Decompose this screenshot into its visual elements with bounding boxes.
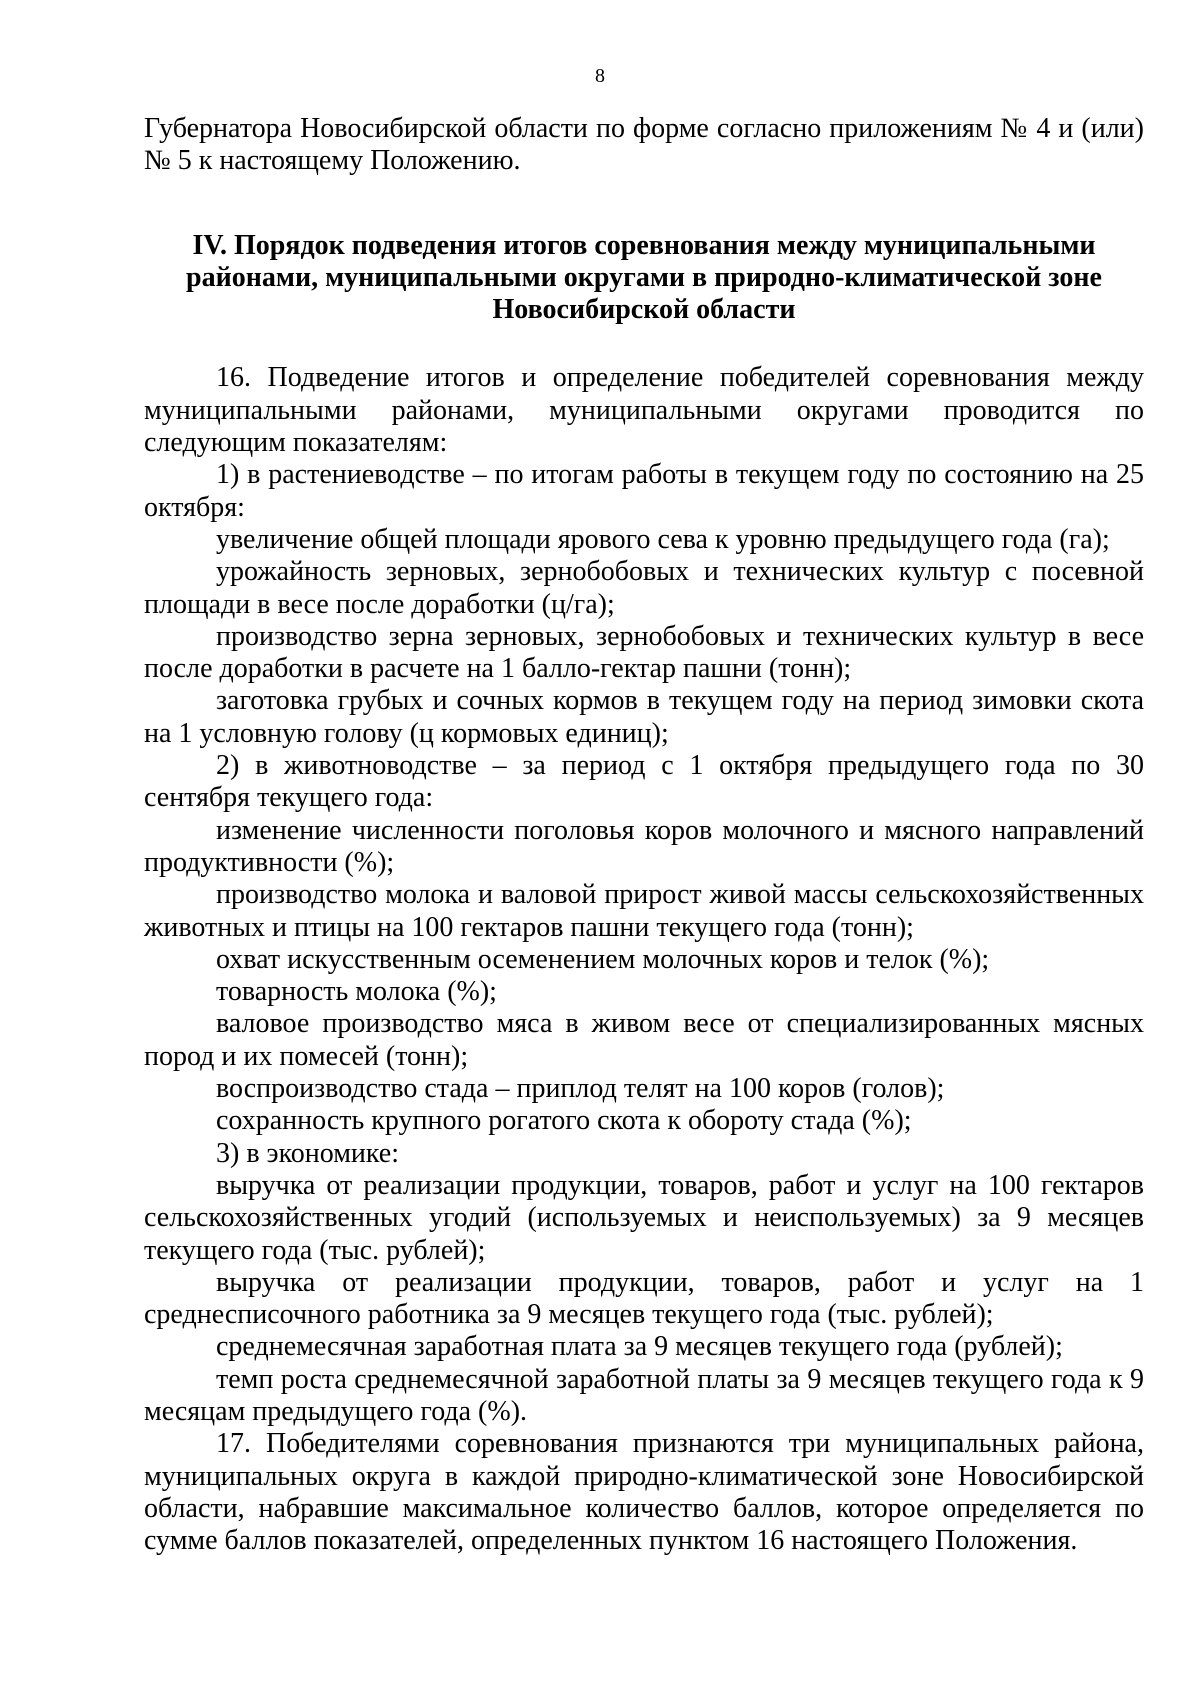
- indicator-salary-growth-rate: темп роста среднемесячной заработной платы за 9 месяцев текущего года к 9 месяцам предыдущего года (%).: [144, 1363, 1144, 1427]
- paragraph-economy: 3) в экономике:: [216, 1137, 400, 1169]
- indicator-milk-and-weight-gain: производство молока и валовой прирост живой массы сельскохозяйственных животных и птицы на 100 гектаров пашни текущего года (тонн);: [144, 879, 1144, 943]
- indicator-crop-yield: урожайность зерновых, зернобобовых и технических культур с посевной площади в весе после доработки (ц/га);: [144, 556, 1144, 620]
- paragraph-crop-production: 1) в растениеводстве – по итогам работы в текущем году по состоянию на 25 октября:: [144, 459, 1144, 523]
- paragraph-item-17: 17. Победителями соревнования признаются три муниципальных района, муниципальных округа в каждой природно-климатической зоне Новосибирской области, набравшие максимальное количество баллов, которое определяется по сумме баллов показателей, определенных пунктом 16 настоящего Положения.: [144, 1428, 1144, 1557]
- indicator-cow-herd-change: изменение численности поголовья коров молочного и мясного направлений продуктивности (%);: [144, 814, 1144, 878]
- paragraph-item-16: 16. Подведение итогов и определение победителей соревнования между муниципальными районами, муниципальными округами проводится по следующим показателям:: [144, 362, 1144, 459]
- indicator-revenue-per-hectare: выручка от реализации продукции, товаров, работ и услуг на 100 гектаров сельскохозяйственных угодий (используемых и неиспользуемых) за 9 месяцев текущего года (тыс. рублей);: [144, 1169, 1144, 1266]
- indicator-revenue-per-employee: выручка от реализации продукции, товаров, работ и услуг на 1 среднесписочного работника за 9 месяцев текущего года (тыс. рублей);: [144, 1266, 1144, 1331]
- indicator-herd-reproduction: воспроизводство стада – приплод телят на 100 коров (голов);: [216, 1073, 945, 1105]
- indicator-grain-production: производство зерна зерновых, зернобобовых и технических культур в весе после доработки в расчете на 1 балло-гектар пашни (тонн);: [144, 620, 1144, 685]
- indicator-cattle-preservation: сохранность крупного рогатого скота к обороту стада (%);: [216, 1105, 912, 1137]
- indicator-milk-marketability: товарность молока (%);: [216, 976, 497, 1008]
- document-body: [144, 113, 1144, 1557]
- page-number: 8: [595, 65, 605, 87]
- indicator-spring-sowing-area: увеличение общей площади ярового сева к уровню предыдущего года (га);: [216, 523, 1110, 555]
- indicator-feed-procurement: заготовка грубых и сочных кормов в текущем году на период зимовки скота на 1 условную голову (ц кормовых единиц);: [144, 685, 1144, 749]
- indicator-average-salary: среднемесячная заработная плата за 9 месяцев текущего года (рублей);: [216, 1331, 1063, 1363]
- indicator-artificial-insemination: охват искусственным осеменением молочных коров и телок (%);: [216, 943, 990, 975]
- indicator-meat-production: валовое производство мяса в живом весе от специализированных мясных пород и их помесей (тонн);: [144, 1008, 1144, 1072]
- section-heading: IV. Порядок подведения итогов соревнования между муниципальными районами, муниципальными округами в природно-климатической зоне Новосибирской области: [186, 229, 1102, 326]
- paragraph-livestock: 2) в животноводстве – за период с 1 октября предыдущего года по 30 сентября текущего года:: [144, 750, 1144, 814]
- intro-paragraph: Губернатора Новосибирской области по форме согласно приложениям № 4 и (или) № 5 к настоящему Положению.: [144, 113, 1144, 177]
